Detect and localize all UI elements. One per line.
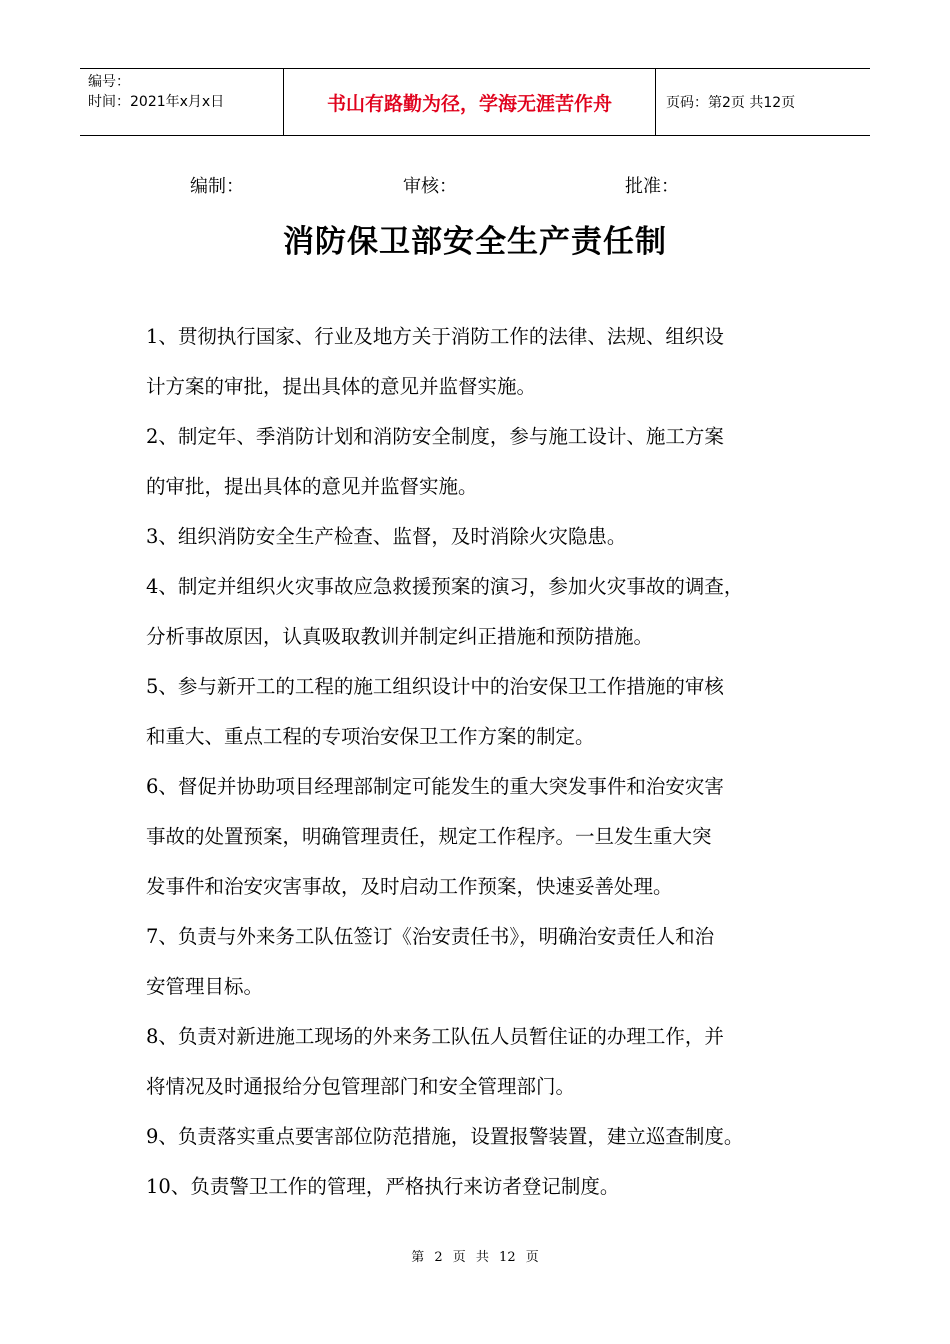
header-motto: 书山有路勤为径，学海无涯苦作舟 <box>283 69 656 135</box>
approved-by-label: 批准： <box>625 176 679 197</box>
page-footer: 第 2 页 共 12 页 <box>411 1250 539 1265</box>
body-line: 计方案的审批，提出具体的意见并监督实施。 <box>146 375 537 398</box>
body-line: 7、负责与外来务工队伍签订《治安责任书》，明确治安责任人和治 <box>146 925 715 948</box>
body-line: 分析事故原因，认真吸取教训并制定纠正措施和预防措施。 <box>146 625 654 648</box>
prepared-by-label: 编制： <box>190 176 244 197</box>
header-page-info: 页码：第2页 共12页 <box>666 95 796 111</box>
document-title: 消防保卫部安全生产责任制 <box>283 224 667 260</box>
body-line: 2、制定年、季消防计划和消防安全制度，参与施工设计、施工方案 <box>146 425 724 448</box>
body-line: 将情况及时通报给分包管理部门和安全管理部门。 <box>146 1075 576 1098</box>
body-line: 8、负责对新进施工现场的外来务工队伍人员暂住证的办理工作，并 <box>146 1025 724 1048</box>
body-line: 10、负责警卫工作的管理，严格执行来访者登记制度。 <box>146 1175 620 1198</box>
body-line: 发事件和治安灾害事故，及时启动工作预案，快速妥善处理。 <box>146 875 673 898</box>
body-line: 9、负责落实重点要害部位防范措施，设置报警装置，建立巡查制度。 <box>146 1125 744 1148</box>
body-line: 5、参与新开工的工程的施工组织设计中的治安保卫工作措施的审核 <box>146 675 724 698</box>
reviewed-by-label: 审核： <box>403 176 457 197</box>
body-line: 1、贯彻执行国家、行业及地方关于消防工作的法律、法规、组织设 <box>146 325 724 348</box>
body-line: 4、制定并组织火灾事故应急救援预案的演习，参加火灾事故的调查， <box>146 575 744 598</box>
body-line: 的审批，提出具体的意见并监督实施。 <box>146 475 478 498</box>
body-line: 事故的处置预案，明确管理责任，规定工作程序。一旦发生重大突 <box>146 825 712 848</box>
document-number-label: 编号： <box>88 74 130 90</box>
body-line: 6、督促并协助项目经理部制定可能发生的重大突发事件和治安灾害 <box>146 775 724 798</box>
body-line: 3、组织消防安全生产检查、监督，及时消除火灾隐患。 <box>146 525 627 548</box>
header-table <box>80 68 870 136</box>
document-body <box>146 312 818 1212</box>
signature-row <box>0 172 950 200</box>
body-line: 安管理目标。 <box>146 975 264 998</box>
document-date: 时间：2021年x月x日 <box>88 94 225 110</box>
header-left-cell <box>80 69 283 135</box>
body-line: 和重大、重点工程的专项治安保卫工作方案的制定。 <box>146 725 595 748</box>
